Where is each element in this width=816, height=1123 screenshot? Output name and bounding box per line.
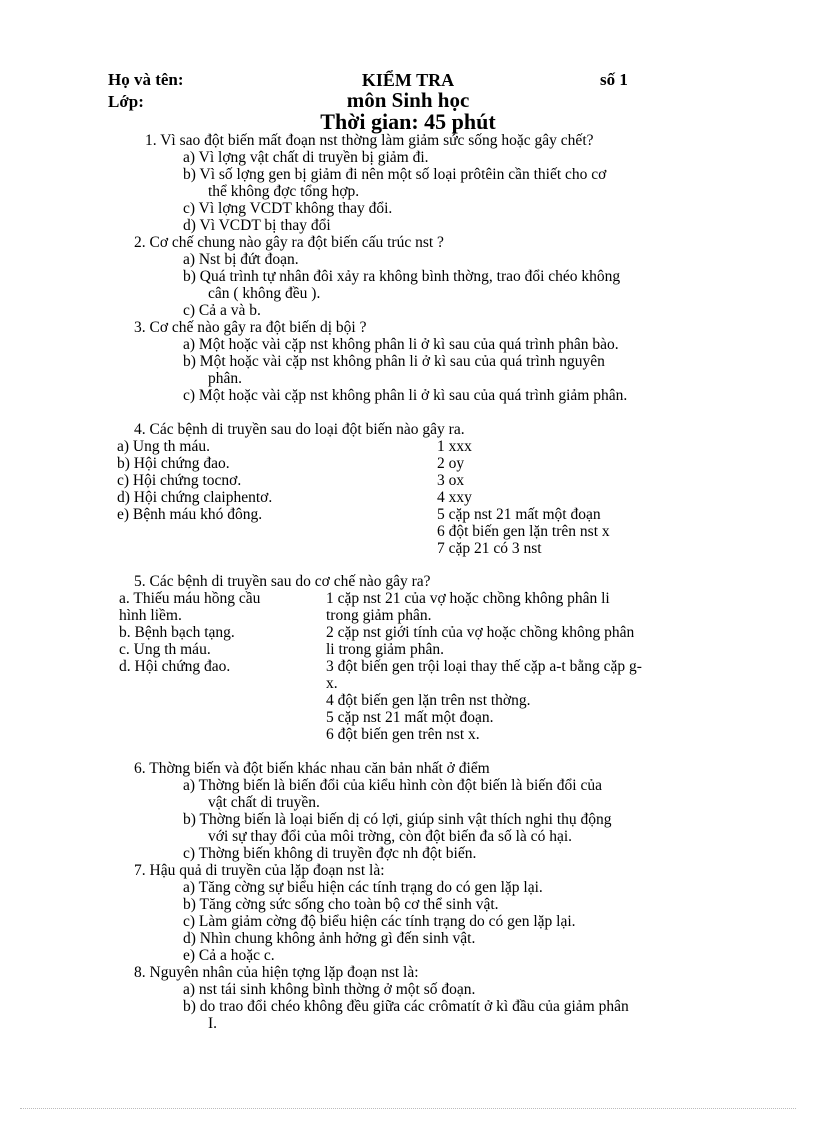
q7-option-e: e) Cả a hoặc c. <box>183 947 275 964</box>
q6-option-a: a) Thờng biến là biến đổi của kiểu hình còn đột biến là biến đổi của <box>183 777 602 794</box>
q5-left-b: b. Bệnh bạch tạng. <box>119 624 235 641</box>
q4-right-6: 6 đột biến gen lặn trên nst x <box>437 523 610 540</box>
q5-left-d: d. Hội chứng đao. <box>119 658 231 675</box>
question-3: 3. Cơ chế nào gây ra đột biến dị bội ? <box>134 319 367 336</box>
q5-right-2-cont: li trong giảm phân. <box>326 641 444 658</box>
q2-option-b-cont: cân ( không đều ). <box>208 285 321 302</box>
question-8: 8. Nguyên nhân của hiện tợng lặp đoạn nst là: <box>134 964 419 981</box>
exam-title: KIỂM TRA <box>361 70 455 90</box>
q5-right-2: 2 cặp nst giới tính của vợ hoặc chồng không phân <box>326 624 635 641</box>
q6-option-c: c) Thờng biến không di truyền đợc nh đột biến. <box>183 845 477 862</box>
q8-option-a: a) nst tái sinh không bình thờng ở một số đoạn. <box>183 981 476 998</box>
q4-left-d: d) Hội chứng claiphentơ. <box>117 489 273 506</box>
q4-right-4: 4 xxy <box>437 489 472 506</box>
q1-option-a: a) Vì lợng vật chất di truyền bị giảm đi. <box>183 149 429 166</box>
q5-right-1: 1 cặp nst 21 của vợ hoặc chồng không phân li <box>326 590 610 607</box>
q3-option-a: a) Một hoặc vài cặp nst không phân li ở kì sau của quá trình phân bào. <box>183 336 619 353</box>
q4-right-7: 7 cặp 21 có 3 nst <box>437 540 542 557</box>
q4-left-c: c) Hội chứng tocnơ. <box>117 472 242 489</box>
q1-option-b: b) Vì số lợng gen bị giảm đi nên một số loại prôtêin cần thiết cho cơ <box>183 166 607 183</box>
q7-option-d: d) Nhìn chung không ảnh hởng gì đến sinh vật. <box>183 930 476 947</box>
q2-option-c: c) Cả a và b. <box>183 302 261 319</box>
question-1: 1. Vì sao đột biến mất đoạn nst thờng làm giảm sức sống hoặc gây chết? <box>145 132 594 149</box>
q2-option-a: a) Nst bị đứt đoạn. <box>183 251 299 268</box>
q3-option-c: c) Một hoặc vài cặp nst không phân li ở kì sau của quá trình giảm phân. <box>183 387 628 404</box>
q5-left-a-cont: hình liềm. <box>119 607 182 624</box>
q4-left-a: a) Ung th máu. <box>117 438 210 455</box>
q1-option-b-cont: thể không đợc tổng hợp. <box>208 183 360 200</box>
q5-right-5: 5 cặp nst 21 mất một đoạn. <box>326 709 494 726</box>
duration-title: Thời gian: 45 phút <box>320 109 496 134</box>
q6-option-b-cont: với sự thay đổi của môi trờng, còn đột biến đa số là có hại. <box>208 828 573 845</box>
q4-right-2: 2 oy <box>437 455 465 472</box>
q4-left-b: b) Hội chứng đao. <box>117 455 230 472</box>
q8-option-b: b) do trao đổi chéo không đều giữa các crômatít ở kì đầu của giảm phân <box>183 998 629 1015</box>
q3-option-b-cont: phân. <box>208 370 243 387</box>
q1-option-d: d) Vì VCDT bị thay đổi <box>183 217 331 234</box>
question-6: 6. Thờng biến và đột biến khác nhau căn bản nhất ở điểm <box>134 760 490 777</box>
name-label: Họ và tên: <box>108 70 184 89</box>
question-7: 7. Hậu quả di truyền của lặp đoạn nst là: <box>134 862 385 879</box>
q7-option-a: a) Tăng cờng sự biểu hiện các tính trạng do có gen lặp lại. <box>183 879 543 896</box>
question-5: 5. Các bệnh di truyền sau do cơ chế nào gây ra? <box>134 573 431 590</box>
page-bottom-rule <box>20 1108 796 1109</box>
q4-right-3: 3 ox <box>437 472 465 489</box>
q5-right-1-cont: trong giảm phân. <box>326 607 432 624</box>
q5-left-a: a. Thiếu máu hồng cầu <box>119 590 261 607</box>
question-2: 2. Cơ chế chung nào gây ra đột biến cấu trúc nst ? <box>134 234 444 251</box>
q8-option-b-cont: I. <box>208 1015 218 1032</box>
q5-right-3: 3 đột biến gen trội loại thay thế cặp a-t bằng cặp g- <box>326 658 642 675</box>
q1-option-c: c) Vì lợng VCDT không thay đổi. <box>183 200 393 217</box>
class-label: Lớp: <box>108 92 144 111</box>
subject-title: môn Sinh học <box>346 88 470 112</box>
q2-option-b: b) Quá trình tự nhân đôi xảy ra không bình thờng, trao đổi chéo không <box>183 268 621 285</box>
q4-left-e: e) Bệnh máu khó đông. <box>117 506 263 523</box>
question-4: 4. Các bệnh di truyền sau do loại đột biến nào gây ra. <box>134 421 465 438</box>
q5-right-6: 6 đột biến gen trên nst x. <box>326 726 480 743</box>
q4-right-1: 1 xxx <box>437 438 472 455</box>
q4-right-5: 5 cặp nst 21 mất một đoạn <box>437 506 601 523</box>
q6-option-b: b) Thờng biến là loại biến dị có lợi, giúp sinh vật thích nghi thụ động <box>183 811 612 828</box>
q5-right-4: 4 đột biến gen lặn trên nst thờng. <box>326 692 531 709</box>
q7-option-b: b) Tăng cờng sức sống cho toàn bộ cơ thể sinh vật. <box>183 896 499 913</box>
q3-option-b: b) Một hoặc vài cặp nst không phân li ở kì sau của quá trình nguyên <box>183 353 605 370</box>
q7-option-c: c) Làm giảm cờng độ biểu hiện các tính trạng do có gen lặp lại. <box>183 913 576 930</box>
q5-left-c: c. Ung th máu. <box>119 641 211 658</box>
exam-number: số 1 <box>600 70 628 89</box>
q6-option-a-cont: vật chất di truyền. <box>208 794 320 811</box>
q5-right-3-cont: x. <box>326 675 338 692</box>
